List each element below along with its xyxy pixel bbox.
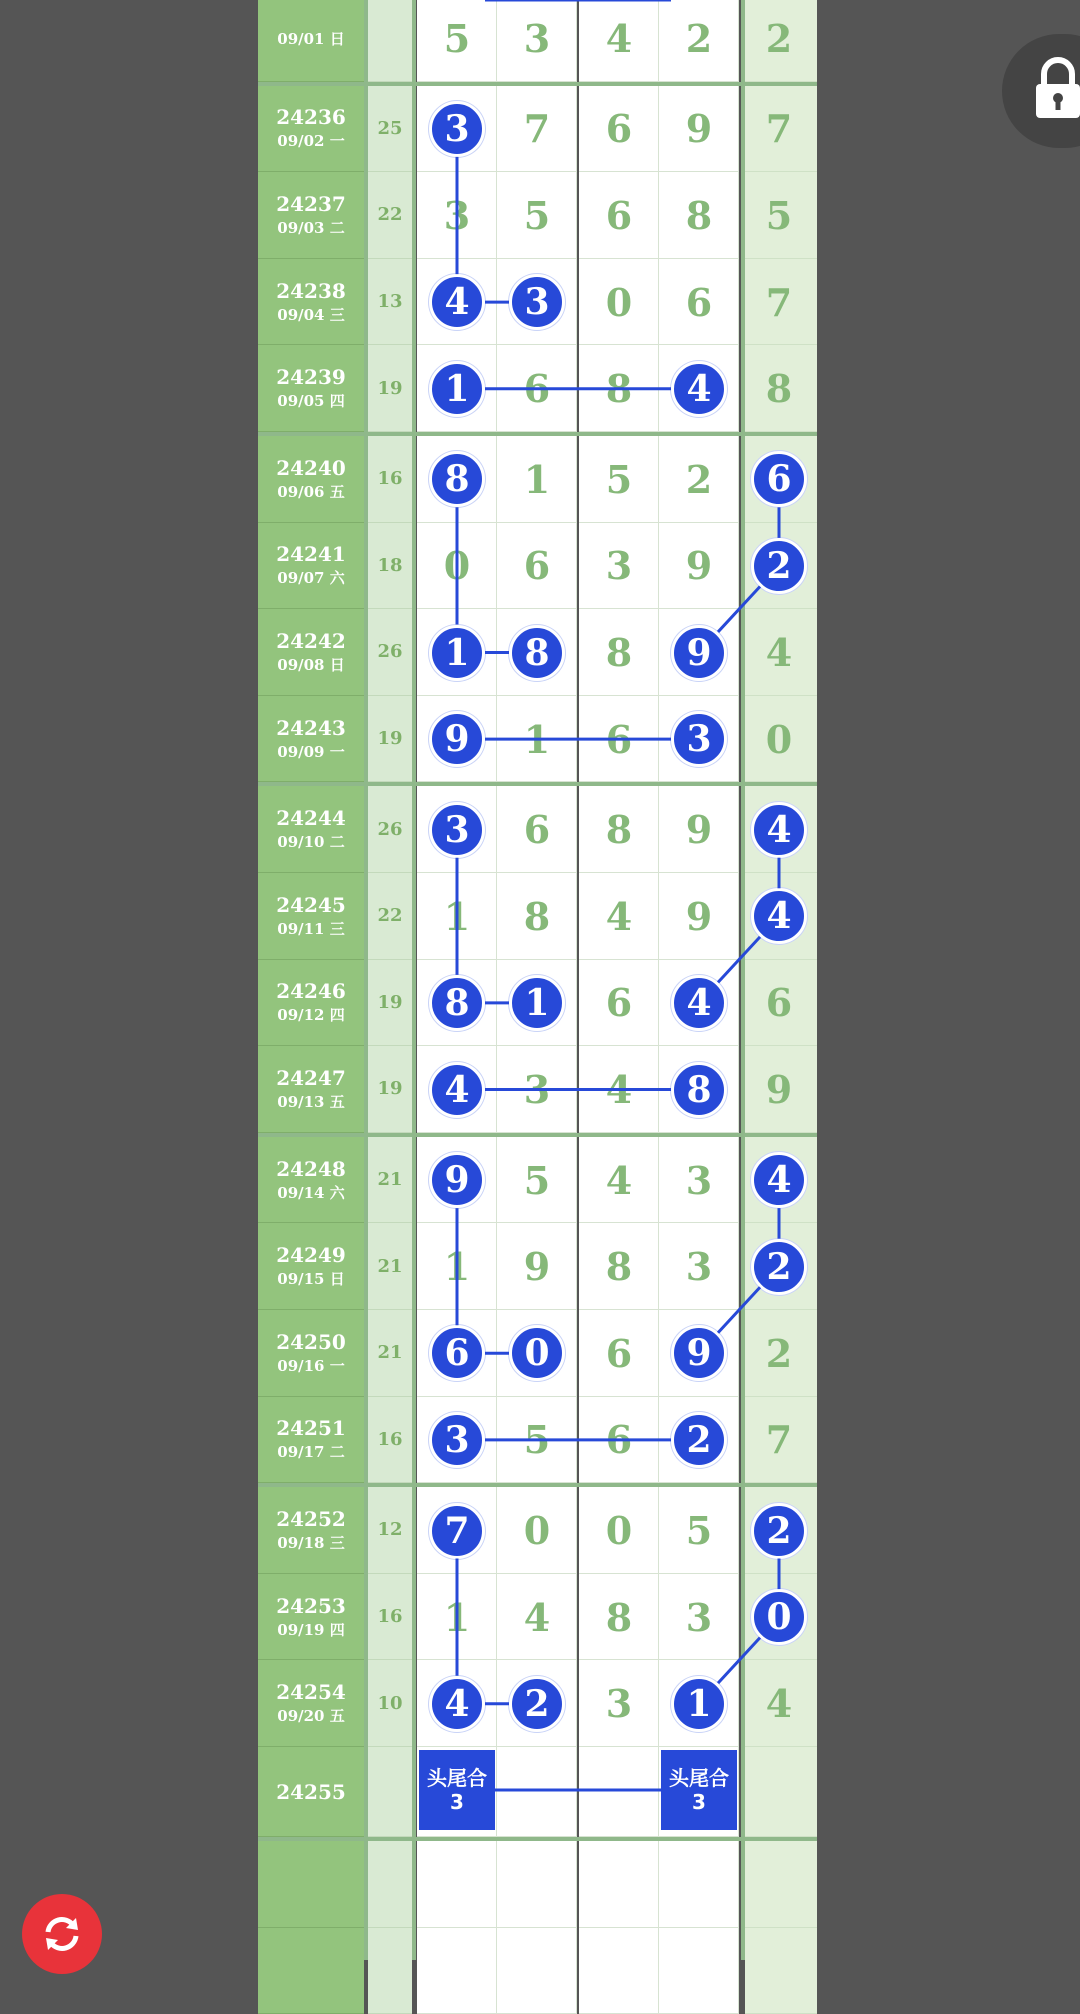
digit: 9 (685, 807, 713, 853)
hit-digit: 6 (429, 1325, 485, 1381)
marker-value: 3 (450, 1790, 464, 1814)
tail-digit: 7 (765, 279, 793, 325)
period-number: 24239 (276, 365, 346, 390)
digit: 1 (443, 1594, 471, 1640)
digit: 8 (605, 630, 633, 675)
digit: 5 (523, 193, 551, 238)
group-separator (258, 432, 817, 436)
period-number: 24244 (276, 806, 346, 831)
period-number: 24243 (276, 715, 346, 740)
hit-digit: 8 (429, 975, 485, 1031)
digit: 3 (605, 543, 633, 589)
hit-digit: 4 (429, 274, 485, 330)
marker-label: 头尾合 (427, 1766, 487, 1790)
tail-digit: 6 (765, 980, 793, 1026)
period-number: 24241 (276, 542, 346, 567)
digit: 4 (605, 1157, 633, 1203)
sum-cell: 19 (368, 960, 412, 1047)
period-number: 24238 (276, 278, 346, 303)
period-cell (258, 1046, 364, 1133)
tail-digit: 0 (765, 716, 793, 762)
period-cell (258, 696, 364, 783)
digit: 0 (523, 1508, 551, 1553)
period-cell (258, 1397, 364, 1484)
separator-sum (412, 0, 416, 1960)
digit-cell (579, 1747, 659, 1837)
sum-cell: 19 (368, 1046, 412, 1133)
digit: 9 (685, 893, 713, 939)
sum-cell (368, 0, 412, 82)
digit: 4 (605, 15, 633, 61)
separator-tail (741, 0, 745, 1960)
period-cell (258, 1747, 364, 1837)
digit: 7 (523, 106, 551, 152)
digit: 5 (605, 456, 633, 502)
sum-cell: 26 (368, 609, 412, 696)
empty-sum-cell (368, 1841, 412, 1928)
hit-digit: 2 (509, 1676, 565, 1732)
digit: 1 (443, 893, 471, 939)
empty-tail-cell (745, 1841, 817, 1928)
sum-cell: 16 (368, 1397, 412, 1484)
period-cell (258, 1310, 364, 1397)
hit-digit: 9 (671, 625, 727, 681)
period-date: 09/18 三 (277, 1533, 345, 1552)
period-cell (258, 172, 364, 259)
empty-digit-cell (497, 1928, 577, 2014)
tail-hit-digit: 4 (751, 802, 807, 858)
tail-hit-digit: 6 (751, 451, 807, 507)
empty-digit-cell (579, 1928, 659, 2014)
period-number: 24242 (276, 628, 346, 653)
hit-digit: 8 (671, 1062, 727, 1118)
digit: 3 (443, 193, 471, 238)
digit: 0 (605, 1508, 633, 1553)
period-cell (258, 1660, 364, 1747)
period-date: 09/13 五 (277, 1092, 345, 1111)
empty-digit-cell (659, 1928, 739, 2014)
digit: 5 (685, 1508, 713, 1553)
sum-cell: 22 (368, 172, 412, 259)
digit: 8 (605, 1594, 633, 1640)
digit: 5 (523, 1417, 551, 1463)
digit: 8 (523, 893, 551, 939)
digit: 6 (605, 1417, 633, 1463)
tail-cell (745, 1747, 817, 1837)
period-number: 24252 (276, 1506, 346, 1531)
sum-cell: 16 (368, 436, 412, 523)
digit: 6 (605, 1330, 633, 1376)
digit: 1 (523, 456, 551, 502)
empty-period-cell (258, 1928, 364, 2014)
sum-cell: 26 (368, 786, 412, 873)
period-number: 24251 (276, 1416, 346, 1441)
digit: 9 (685, 543, 713, 589)
tail-digit: 2 (765, 15, 793, 61)
digit: 4 (523, 1594, 551, 1640)
hit-digit: 3 (509, 274, 565, 330)
separator-period (364, 0, 368, 1960)
period-date: 09/05 四 (277, 392, 345, 411)
hit-digit: 9 (429, 1152, 485, 1208)
digit: 3 (685, 1244, 713, 1290)
period-date: 09/16 一 (277, 1356, 345, 1375)
tail-digit: 4 (765, 1681, 793, 1727)
digit: 6 (605, 106, 633, 152)
sum-cell: 10 (368, 1660, 412, 1747)
digit: 0 (443, 543, 471, 589)
period-date: 09/01 日 (277, 29, 345, 48)
digit: 1 (523, 716, 551, 762)
period-cell (258, 873, 364, 960)
digit: 5 (443, 15, 471, 61)
period-date: 09/07 六 (277, 569, 345, 588)
period-number: 24254 (276, 1680, 346, 1705)
period-date: 09/06 五 (277, 482, 345, 501)
digit: 6 (523, 543, 551, 589)
empty-digit-cell (579, 1841, 659, 1928)
digit-cell (497, 1747, 577, 1837)
prediction-right-marker (661, 1750, 737, 1830)
period-cell (258, 523, 364, 610)
digit: 3 (523, 1067, 551, 1112)
sum-cell: 16 (368, 1574, 412, 1661)
tail-digit: 5 (765, 193, 793, 238)
hit-digit: 3 (671, 711, 727, 767)
digit: 0 (605, 279, 633, 325)
digit: 3 (685, 1157, 713, 1203)
hit-digit: 4 (671, 361, 727, 417)
tail-digit: 2 (765, 1330, 793, 1376)
tail-hit-digit: 2 (751, 538, 807, 594)
empty-digit-cell (417, 1928, 497, 2014)
period-number: 24248 (276, 1156, 346, 1181)
hit-digit: 1 (429, 361, 485, 417)
digit: 4 (605, 893, 633, 939)
period-number: 24245 (276, 892, 346, 917)
digit: 1 (443, 1244, 471, 1290)
period-cell (258, 1223, 364, 1310)
prediction-left-marker (419, 1750, 495, 1830)
empty-digit-cell (497, 1841, 577, 1928)
tail-hit-digit: 4 (751, 888, 807, 944)
period-date: 09/19 四 (277, 1620, 345, 1639)
hit-digit: 9 (671, 1325, 727, 1381)
period-cell (258, 0, 364, 82)
hit-digit: 1 (671, 1676, 727, 1732)
tail-hit-digit: 2 (751, 1239, 807, 1295)
digit: 9 (523, 1244, 551, 1290)
tail-digit: 9 (765, 1067, 793, 1112)
period-cell (258, 1487, 364, 1574)
period-date: 09/14 六 (277, 1183, 345, 1202)
hit-digit: 4 (429, 1676, 485, 1732)
lock-button[interactable] (1002, 34, 1080, 148)
empty-digit-cell (659, 1841, 739, 1928)
hit-digit: 3 (429, 101, 485, 157)
period-number: 24246 (276, 979, 346, 1004)
sum-cell: 19 (368, 696, 412, 783)
period-date: 09/04 三 (277, 305, 345, 324)
digit: 6 (523, 807, 551, 853)
period-date: 09/09 一 (277, 742, 345, 761)
sum-cell: 19 (368, 345, 412, 432)
marker-label: 头尾合 (669, 1766, 729, 1790)
hit-digit: 4 (671, 975, 727, 1031)
digit: 8 (685, 193, 713, 238)
hit-digit: 1 (509, 975, 565, 1031)
digit: 8 (605, 807, 633, 853)
marker-value: 3 (692, 1790, 706, 1814)
tail-hit-digit: 4 (751, 1152, 807, 1208)
digit: 6 (523, 366, 551, 412)
digit: 3 (605, 1681, 633, 1727)
tail-hit-digit: 0 (751, 1589, 807, 1645)
hit-digit: 2 (671, 1412, 727, 1468)
group-separator (258, 1837, 817, 1841)
digit: 3 (685, 1594, 713, 1640)
period-date: 09/20 五 (277, 1707, 345, 1726)
sum-cell: 25 (368, 86, 412, 173)
period-cell (258, 1137, 364, 1224)
empty-tail-cell (745, 1928, 817, 2014)
sum-cell: 18 (368, 523, 412, 610)
empty-digit-cell (417, 1841, 497, 1928)
digit: 6 (605, 193, 633, 238)
tail-digit: 4 (765, 630, 793, 675)
digit: 9 (685, 106, 713, 152)
hit-digit: 4 (429, 1062, 485, 1118)
digit: 8 (605, 1244, 633, 1290)
period-number: 24253 (276, 1593, 346, 1618)
sum-cell: 21 (368, 1310, 412, 1397)
refresh-icon (38, 1910, 86, 1958)
period-date: 09/17 二 (277, 1443, 345, 1462)
digit: 8 (605, 366, 633, 412)
sum-cell: 13 (368, 259, 412, 346)
empty-sum-cell (368, 1928, 412, 2014)
digit: 6 (605, 716, 633, 762)
empty-period-cell (258, 1841, 364, 1928)
hit-digit: 3 (429, 802, 485, 858)
period-number: 24236 (276, 105, 346, 130)
sum-cell: 21 (368, 1137, 412, 1224)
sum-cell (368, 1747, 412, 1837)
group-separator (258, 782, 817, 786)
period-number: 24250 (276, 1329, 346, 1354)
sum-cell: 21 (368, 1223, 412, 1310)
period-date: 09/10 二 (277, 833, 345, 852)
hit-digit: 1 (429, 625, 485, 681)
period-cell (258, 436, 364, 523)
period-cell (258, 345, 364, 432)
digit: 6 (605, 980, 633, 1026)
hit-digit: 8 (429, 451, 485, 507)
sum-cell: 12 (368, 1487, 412, 1574)
group-separator (258, 1483, 817, 1487)
prediction-period: 24255 (276, 1779, 346, 1804)
period-date: 09/03 二 (277, 218, 345, 237)
period-date: 09/12 四 (277, 1006, 345, 1025)
group-separator (258, 1133, 817, 1137)
period-date: 09/02 一 (277, 132, 345, 151)
digit: 4 (605, 1067, 633, 1112)
sum-cell: 22 (368, 873, 412, 960)
digit: 2 (685, 15, 713, 61)
period-number: 24247 (276, 1065, 346, 1090)
digit: 2 (685, 456, 713, 502)
hit-digit: 7 (429, 1503, 485, 1559)
period-number: 24240 (276, 455, 346, 480)
hit-digit: 9 (429, 711, 485, 767)
period-date: 09/15 日 (277, 1270, 345, 1289)
hit-digit: 8 (509, 625, 565, 681)
period-cell (258, 609, 364, 696)
period-date: 09/11 三 (277, 919, 345, 938)
tail-digit: 7 (765, 106, 793, 152)
tail-hit-digit: 2 (751, 1503, 807, 1559)
period-number: 24249 (276, 1243, 346, 1268)
hit-digit: 0 (509, 1325, 565, 1381)
period-date: 09/08 日 (277, 655, 345, 674)
period-cell (258, 259, 364, 346)
refresh-button[interactable] (22, 1894, 102, 1974)
tail-digit: 7 (765, 1417, 793, 1463)
period-cell (258, 786, 364, 873)
period-cell (258, 960, 364, 1047)
digit: 3 (523, 15, 551, 61)
hit-digit: 3 (429, 1412, 485, 1468)
period-cell (258, 1574, 364, 1661)
lock-icon (1030, 56, 1080, 122)
digit: 5 (523, 1157, 551, 1203)
digit: 6 (685, 279, 713, 325)
period-cell (258, 86, 364, 173)
group-separator (258, 82, 817, 86)
tail-digit: 8 (765, 366, 793, 412)
period-number: 24237 (276, 191, 346, 216)
